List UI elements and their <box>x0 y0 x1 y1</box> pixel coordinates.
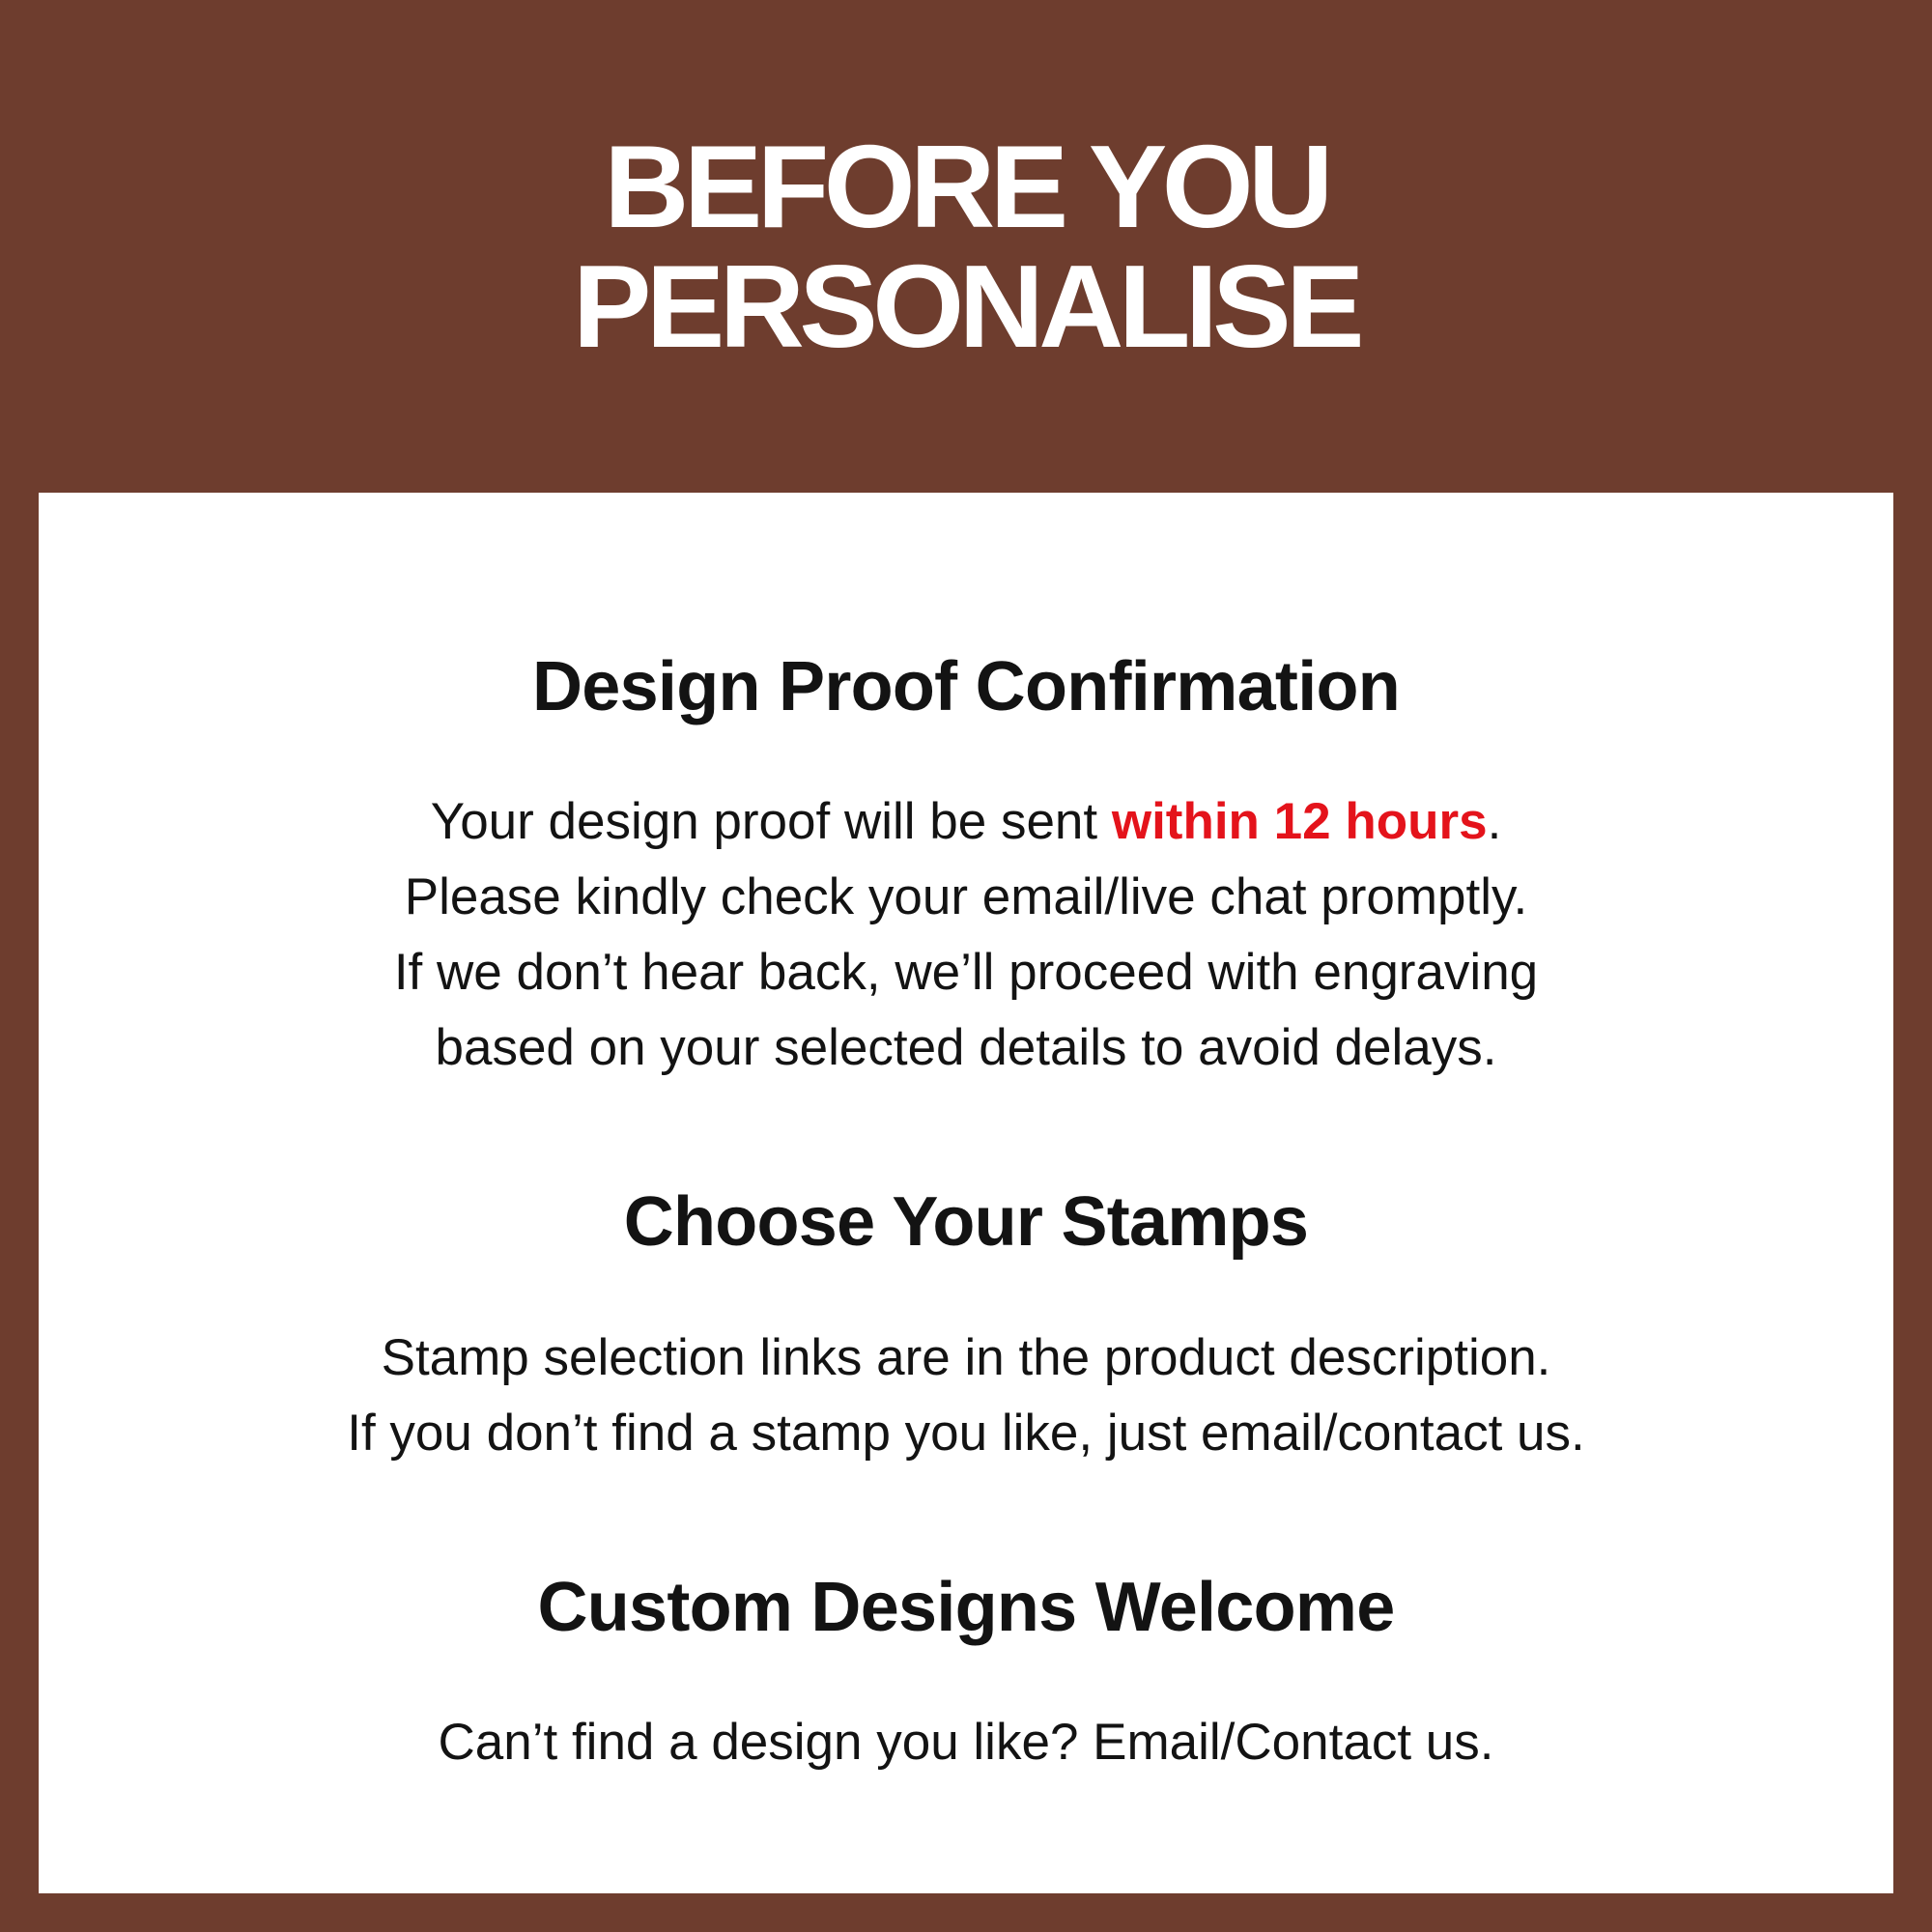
choose-stamps-heading: Choose Your Stamps <box>623 1183 1309 1262</box>
body-text: Your design proof will be sent <box>430 793 1112 851</box>
title-line-1: BEFORE YOU <box>604 120 1328 252</box>
title-line-2: PERSONALISE <box>572 241 1360 372</box>
page-title <box>572 120 1360 372</box>
section-choose-stamps <box>39 1180 1893 1470</box>
design-proof-body <box>39 784 1893 1086</box>
section-custom-designs <box>39 1566 1893 1780</box>
content-card <box>39 493 1893 1893</box>
body-line: Stamp selection links are in the product description. <box>381 1328 1551 1386</box>
body-line: based on your selected details to avoid delays. <box>435 1019 1497 1077</box>
section-design-proof <box>39 645 1893 1086</box>
header-banner <box>0 0 1932 493</box>
custom-designs-heading: Custom Designs Welcome <box>537 1568 1395 1646</box>
custom-designs-body <box>39 1705 1893 1780</box>
design-proof-heading: Design Proof Confirmation <box>532 648 1400 725</box>
body-line: If you don’t find a stamp you like, just email/contact us. <box>347 1404 1585 1462</box>
body-line: Please kindly check your email/live chat promptly. <box>404 868 1528 926</box>
body-line: Can’t find a design you like? Email/Contact us. <box>438 1714 1494 1772</box>
highlight-within-12-hours: within 12 hours <box>1111 793 1488 851</box>
body-line <box>39 784 1893 860</box>
body-text: . <box>1487 793 1502 851</box>
body-line: If we don’t hear back, we’ll proceed with engraving <box>393 944 1539 1002</box>
choose-stamps-body <box>39 1321 1893 1471</box>
